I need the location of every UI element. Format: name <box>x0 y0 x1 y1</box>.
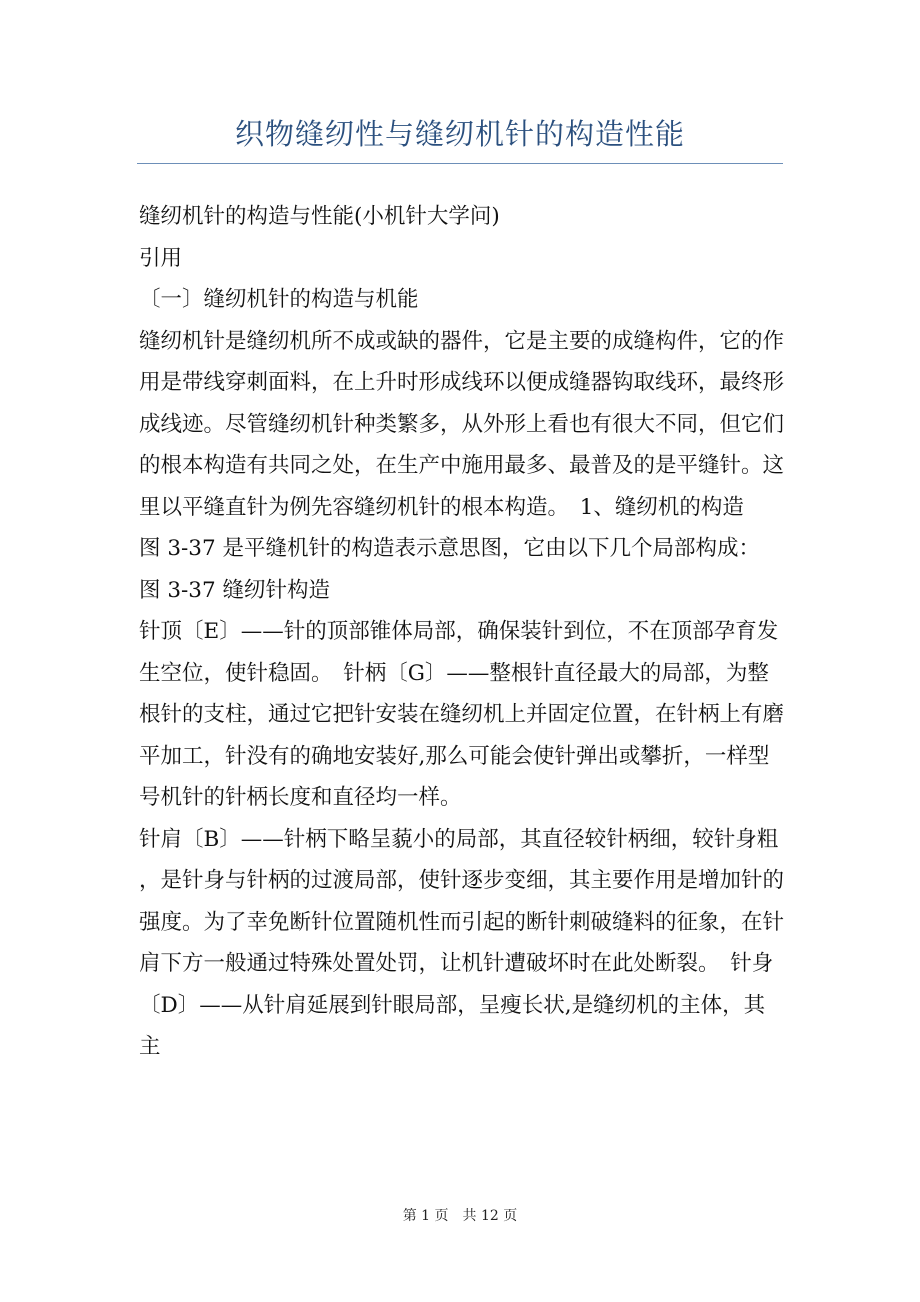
page-footer: 第 1 页 共 12 页 <box>402 1208 518 1224</box>
paragraph-subtitle: 缝纫机针的构造与性能(小机针大学问) <box>139 204 500 229</box>
paragraph-needle-shoulder-body: 针肩〔B〕——针柄下略呈藐小的局部，其直径较针柄细，较针身粗，是针身与针柄的过渡局部，使针逐步变细，其主要作用是增加针的强度。为了幸免断针位置随机性而引起的断针刺破缝料的征象，在针肩下方一般通过特殊处置处罚，让机针遭破坏时在此处断裂。 针身〔D〕——从针肩延展到针眼局部，呈瘦长状,是缝纫机的主体，其主 <box>139 826 785 1059</box>
paragraph-section-heading: 〔一〕缝纫机针的构造与机能 <box>139 287 419 312</box>
paragraph-needle-top-handle: 针顶〔E〕——针的顶部锥体局部，确保装针到位，不在顶部孕育发生空位，使针稳固。 针柄〔G〕——整根针直径最大的局部，为整根针的支柱，通过它把针安装在缝纫机上并固定位置，在针柄上有磨平加工，针没有的确地安装好,那么可能会使针弹出或攀折，一样型号机针的针柄长度和直径均一样。 <box>139 619 785 810</box>
document-title: 织物缝纫性与缝纫机针的构造性能 <box>234 117 685 151</box>
paragraph-quote-label: 引用 <box>139 245 183 271</box>
title-underline <box>137 163 783 164</box>
paragraph-intro: 缝纫机针是缝纫机所不成或缺的器件，它是主要的成缝构件，它的作用是带线穿刺面料，在上升时形成线环以便成缝器钩取线环，最终形成线迹。尽管缝纫机针种类繁多，从外形上看也有很大不同，但它们的根本构造有共同之处，在生产中施用最多、最普及的是平缝针。这里以平缝直针为例先容缝纫机针的根本构造。 1、缝纫机的构造 图 3-37 是平缝机针的构造表示意思图，它由以下几个局部构成： <box>139 328 785 561</box>
paragraph-figure-caption: 图 3-37 缝纫针构造 <box>139 577 330 603</box>
document-body <box>139 196 784 1068</box>
